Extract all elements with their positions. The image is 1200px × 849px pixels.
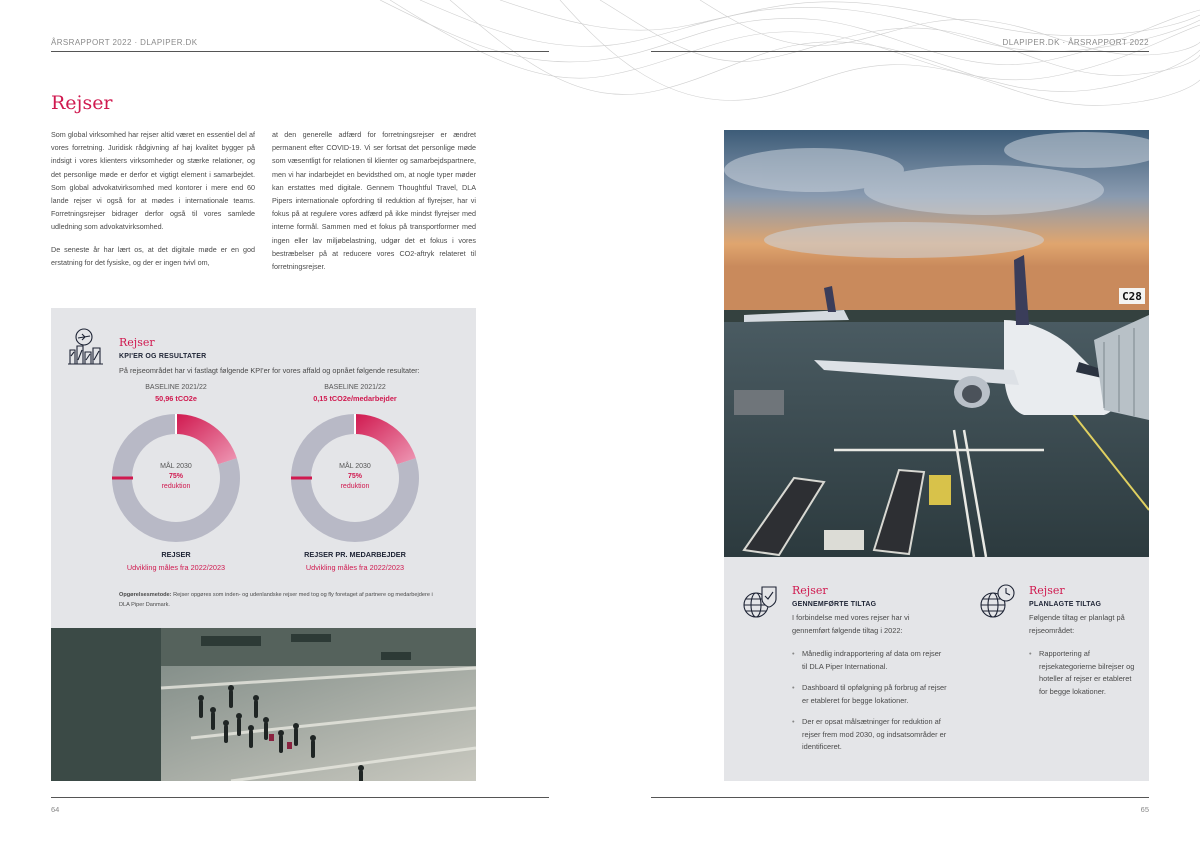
gate-sign: C28 — [1122, 290, 1142, 303]
header-rule-left — [51, 51, 549, 52]
baseline-value: 0,15 tCO2e/medarbejder — [313, 394, 397, 403]
goal-label: MÅL 2030 — [339, 463, 371, 470]
goal-text: reduktion — [340, 483, 370, 490]
goal-label: MÅL 2030 — [160, 463, 192, 470]
method-text: Rejser opgøres som inden- og udenlandske rejser med tog og fly foretaget af partnere og medarbejdere i DLA Piper Danmark. — [119, 592, 433, 608]
done-list — [792, 648, 948, 763]
done-heading: Rejser — [792, 584, 828, 597]
body-column-2 — [272, 128, 476, 282]
kpi-heading: Rejser — [119, 336, 155, 349]
header-rule-right — [651, 51, 1149, 52]
donut-center-label — [315, 462, 395, 492]
list-item: • Der er opsat målsætninger for reduktion af rejser frem mod 2030, og indsatsområder er identificeret. — [792, 716, 948, 754]
body-paragraph: at den generelle adfærd for forretningsrejser er ændret permanent efter COVID-19. Vi ser fortsat det personlige møde som væsentligt for relationen til klienter og samarbejdspartnere, men vi har indarbejdet en bevidsthed om, at nogle typer møder kan erstattes med digitale. Gennem Thoughtful Travel, DLA Pipers internationale opfordring til reduktion af flyrejser, har vi fokus på at regulere vores adfærd på ikke mindst flyrejser med interne formål. Sammen med et fokus på transportformer med ingen eller lav miljøbelastning, udgør det et fokus i vores bestræbelser på at reducere vores CO2-aftryk relateret til forretningsrejser. — [272, 130, 476, 272]
baseline-label: BASELINE 2021/22 — [324, 384, 386, 391]
donut-center-label — [136, 462, 216, 492]
footer-rule-right — [651, 797, 1149, 798]
list-item: • Månedlig indrapportering af data om rejser til DLA Piper International. — [792, 648, 948, 673]
planned-subheading: PLANLAGTE TILTAG — [1029, 601, 1102, 608]
body-column-1 — [51, 128, 255, 278]
header-right: DLAPIPER.DK · ÅRSRAPPORT 2022 — [1002, 38, 1149, 47]
footer-rule-left — [51, 797, 549, 798]
airport-plane-photo — [724, 130, 1149, 557]
method-label: Opgørelsesmetode: — [119, 592, 172, 598]
done-intro: I forbindelse med vores rejser har vi gennemført følgende tiltag i 2022: — [792, 613, 910, 635]
chart-caption: REJSER — [161, 550, 191, 559]
list-item: • Dashboard til opfølgning på forbrug af rejser er etableret for begge lokationer. — [792, 682, 948, 707]
globe-checkmark-icon — [742, 585, 778, 621]
baseline-value: 50,96 tCO2e — [155, 394, 197, 403]
donut-slice-reduction — [355, 414, 416, 464]
done-subheading: GENNEMFØRTE TILTAG — [792, 601, 877, 608]
header-left: ÅRSRAPPORT 2022 · DLAPIPER.DK — [51, 38, 198, 47]
list-item: • Rapportering af rejsekategorierne bilrejser og hoteller af rejser er etableret for begge lokationer. — [1029, 648, 1141, 698]
decorative-wave-lines — [0, 0, 1200, 130]
kpi-subheading: KPI'ER OG RESULTATER — [119, 353, 207, 360]
page-number-right: 65 — [1140, 805, 1149, 814]
body-paragraph: De seneste år har lært os, at det digitale møde er en god erstatning for det fysiske, og der er ingen tvivl om, — [51, 244, 255, 267]
baseline-label: BASELINE 2021/22 — [145, 384, 207, 391]
goal-percent: 75% — [347, 473, 362, 480]
airport-travel-icon — [67, 326, 105, 366]
page-title: Rejser — [51, 92, 113, 114]
airport-terminal-photo — [51, 628, 476, 781]
page-number-left: 64 — [51, 805, 60, 814]
globe-clock-icon — [979, 583, 1017, 621]
chart-caption-sub: Udvikling måles fra 2022/2023 — [305, 563, 405, 572]
kpi-intro: På rejseområdet har vi fastlagt følgende KPI'er for vores affald og opnået følgende resultater: — [119, 366, 420, 375]
chart-caption: REJSER PR. MEDARBEJDER — [304, 550, 406, 559]
chart-caption-sub: Udvikling måles fra 2022/2023 — [126, 563, 226, 572]
planned-list — [1029, 648, 1141, 707]
planned-heading: Rejser — [1029, 584, 1065, 597]
donut-slice-reduction — [176, 414, 237, 464]
goal-text: reduktion — [161, 483, 191, 490]
body-paragraph: Som global virksomhed har rejser altid været en essentiel del af vores forretning. Juridisk rådgivning af høj kvalitet bygger på indsigt i vores klienters virksomheder og stærke relationer, og det personlige møde er derfor et vigtigt element i samarbejdet. Som global advokatvirksomhed med kontorer i mere end 60 lande rejser vi også for at mødes i internationale teams. Forretningsrejser bidrager derfor også til vores samlede udledning som advokatvirksomhed. — [51, 130, 255, 232]
planned-intro: Følgende tiltag er planlagt på rejseområdet: — [1029, 613, 1125, 635]
measures-panel — [724, 557, 1149, 781]
kpi-panel — [51, 308, 476, 628]
goal-percent: 75% — [168, 473, 183, 480]
method-note — [119, 591, 439, 610]
